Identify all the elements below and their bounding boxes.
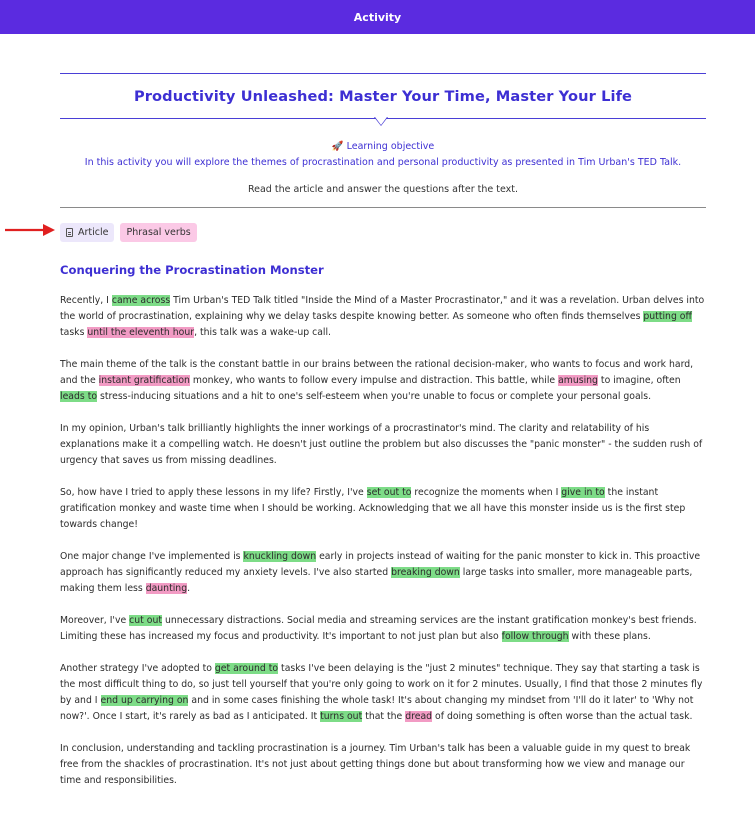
article-paragraph (60, 741, 706, 789)
vocabulary-highlight[interactable]: daunting (145, 583, 188, 594)
title-bottom-rule (60, 118, 706, 119)
app-title: Activity (353, 10, 402, 24)
document-icon (66, 228, 73, 237)
paragraph-text: recognize the moments when I (411, 487, 562, 498)
phrasal-verb-highlight[interactable]: cut out (129, 615, 163, 626)
article-body (60, 293, 706, 789)
phrasal-verb-highlight[interactable]: leads to (60, 391, 98, 402)
paragraph-text: unnecessary distractions. Social media and streaming services are the instant gratification monkey's best friends. Limiting these has increased my focus and productivity. It's important to not just plan but also (60, 615, 697, 642)
paragraph-text: to imagine, often (597, 375, 681, 386)
paragraph-text: In my opinion, Urban's talk brilliantly highlights the inner workings of a procrastinator's mind. The clarity and relatability of his explanations make it a compelling watch. He doesn't just outline the problem but also discusses the "panic monster" - the sudden rush of urgency that saves us from missing deadlines. (60, 423, 703, 466)
phrasal-verb-highlight[interactable]: set out to (366, 487, 412, 498)
learning-objective-label: 🚀 Learning objective (331, 141, 435, 152)
paragraph-text: the instant gratification monkey and waste time when I should be working. Acknowledging that we all have this monster inside us is the first step towards change! (60, 487, 686, 530)
paragraph-text: with these plans. (568, 631, 651, 642)
paragraph-text: that the (362, 711, 406, 722)
paragraph-text: One major change I've implemented is (60, 551, 244, 562)
paragraph-text: Another strategy I've adopted to (60, 663, 215, 674)
tab-article-label: Article (78, 227, 109, 238)
red-arrow-icon (5, 223, 55, 237)
article-paragraph (60, 549, 706, 597)
paragraph-text: early in projects instead of waiting for the panic monster to kick in. This proactive approach has significantly reduced my anxiety levels. I've also started (60, 551, 701, 578)
article-heading: Conquering the Procrastination Monster (60, 263, 324, 277)
paragraph-text: large tasks into smaller, more manageable parts, making them less (60, 567, 693, 594)
paragraph-text: monkey, who wants to follow every impulse and distraction. This battle, while (189, 375, 559, 386)
paragraph-text: Recently, I (60, 295, 112, 306)
page-title: Productivity Unleashed: Master Your Time, Master Your Life (133, 88, 633, 105)
vocabulary-highlight[interactable]: instant gratification (98, 375, 190, 386)
vocabulary-highlight[interactable]: amusing (558, 375, 598, 386)
article-paragraph (60, 421, 706, 469)
phrasal-verb-highlight[interactable]: end up carrying on (100, 695, 189, 706)
phrasal-verb-highlight[interactable]: get around to (214, 663, 279, 674)
phrasal-verb-highlight[interactable]: came across (111, 295, 171, 306)
paragraph-text: tasks I've been delaying is the "just 2 minutes" technique. They say that starting a task is the most difficult thing to do, so just tell yourself that you're only going to work on it for 2 minutes. Usually, I find that those 2 minutes fly by and I (60, 663, 703, 706)
paragraph-text: The main theme of the talk is the constant battle in our brains between the rational decision-maker, who wants to focus and work hard, and the (60, 359, 694, 386)
instruction-text: Read the article and answer the questions after the text. (247, 184, 519, 195)
paragraph-text: So, how have I tried to apply these lessons in my life? Firstly, I've (60, 487, 367, 498)
phrasal-verb-highlight[interactable]: turns out (320, 711, 363, 722)
paragraph-text: Moreover, I've (60, 615, 130, 626)
vocabulary-highlight[interactable]: until the eleventh hour (87, 327, 195, 338)
phrasal-verb-highlight[interactable]: knuckling down (243, 551, 317, 562)
tab-article[interactable] (60, 223, 114, 242)
activity-content (60, 34, 706, 789)
article-paragraph (60, 613, 706, 645)
phrasal-verb-highlight[interactable]: putting off (643, 311, 692, 322)
article-paragraph (60, 357, 706, 405)
top-bar (0, 0, 755, 34)
phrasal-verb-highlight[interactable]: give in to (561, 487, 605, 498)
paragraph-text: of doing something is often worse than the actual task. (432, 711, 693, 722)
paragraph-text: stress-inducing situations and a hit to one's self-esteem when you're unable to focus or complete your personal goals. (97, 391, 652, 402)
paragraph-text: Tim Urban's TED Talk titled "Inside the Mind of a Master Procrastinator," and it was a revelation. Urban delves into the world of procrastination, explaining why we delay tasks despite knowing better. As someone who often finds themselves (60, 295, 705, 322)
paragraph-text: , this talk was a wake-up call. (194, 327, 332, 338)
tab-phrasal-verbs-label: Phrasal verbs (126, 227, 191, 238)
divider (60, 207, 706, 208)
tab-bar (60, 223, 706, 242)
article-paragraph (60, 661, 706, 725)
article-paragraph (60, 293, 706, 341)
paragraph-text: In conclusion, understanding and tackling procrastination is a journey. Tim Urban's talk has been a valuable guide in my quest to break free from the shackles of procrastination. It's not just about getting things done but about transforming how we view and manage our time and responsibilities. (60, 743, 691, 786)
article-paragraph (60, 485, 706, 533)
learning-objective-text: In this activity you will explore the themes of procrastination and personal productivity as presented in Tim Urban's TED Talk. (84, 157, 682, 168)
vocabulary-highlight[interactable]: dread (405, 711, 433, 722)
paragraph-text: tasks (60, 327, 88, 338)
paragraph-text: and in some cases finishing the whole task! It's about changing my mindset from 'I'll do it later' to 'Why not now?'. Once I start, it's rarely as bad as I anticipated. It (60, 695, 694, 722)
tab-phrasal-verbs[interactable] (120, 223, 196, 242)
phrasal-verb-highlight[interactable]: follow through (501, 631, 569, 642)
phrasal-verb-highlight[interactable]: breaking down (391, 567, 460, 578)
paragraph-text: . (187, 583, 191, 594)
